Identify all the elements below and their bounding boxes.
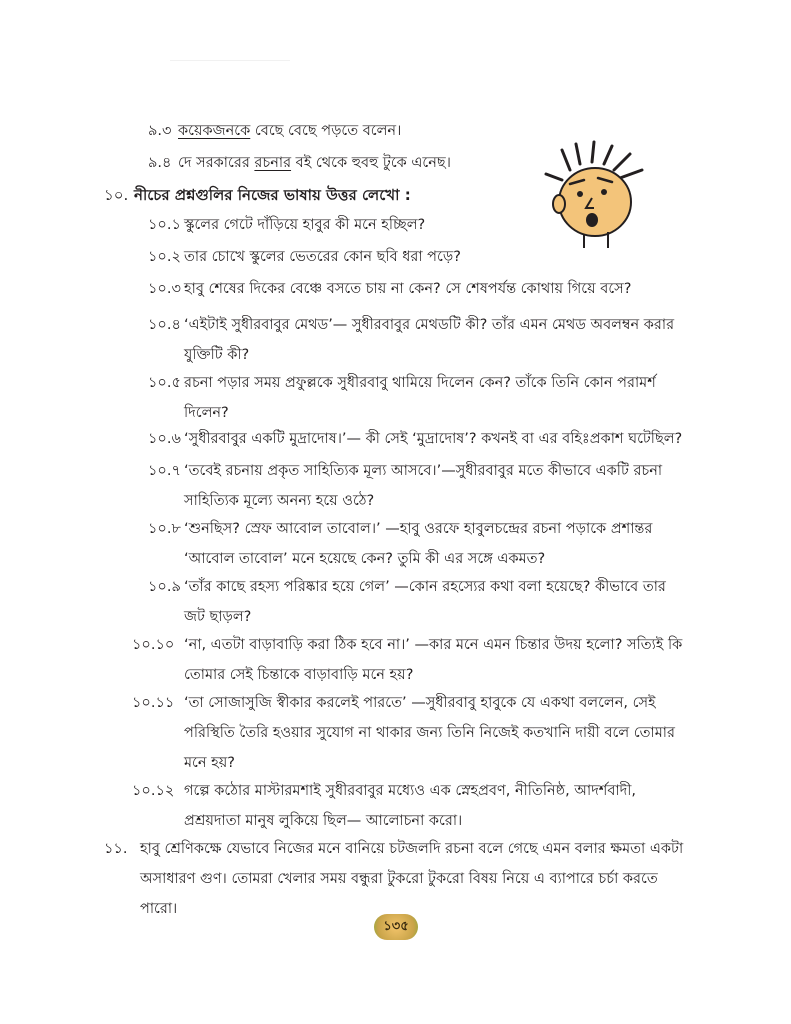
question-number: ১০.৫ — [148, 375, 181, 391]
question-10-4 — [148, 310, 688, 370]
question-number: ১০.১ — [148, 217, 181, 233]
question-number: ৯.৪ — [148, 155, 172, 171]
question-number: ১০.১০ — [132, 637, 175, 653]
question-number: ১০.১২ — [132, 783, 175, 799]
underlined-word: কয়েকজনকে — [178, 123, 251, 139]
question-text: গল্পে কঠোর মাস্টারমশাই সুধীরবাবুর মধ্যেও এক স্নেহপ্রবণ, নীতিনিষ্ঠ, আদর্শবাদী, প্রশ্রয়দাতা মানুষ লুকিয়ে ছিল— আলোচনা করো। — [184, 783, 637, 829]
question-10-9 — [148, 572, 688, 632]
page-number-badge: ১৩৫ — [374, 914, 418, 940]
underlined-word: রচনার — [254, 155, 292, 171]
question-10-7 — [148, 456, 688, 516]
question-text: ‘এইটাই সুধীরবাবুর মেথড’— সুধীরবাবুর মেথডটি কী? তাঁর এমন মেথড অবলম্বন করার যুক্তিটি কী? — [184, 317, 675, 363]
question-text: স্কুলের গেটে দাঁড়িয়ে হাবুর কী মনে হচ্ছিল? — [184, 217, 426, 233]
question-text: রচনা পড়ার সময় প্রফুল্লকে সুধীরবাবু থামিয়ে দিলেন কেন? তাঁকে তিনি কোন পরামর্শ দিলেন? — [184, 375, 656, 421]
question-10-6 — [148, 424, 688, 454]
faint-rule — [170, 60, 290, 61]
question-text: কয়েকজনকে বেছে বেছে পড়তে বলেন। — [178, 123, 402, 139]
question-text: ‘তা সোজাসুজি স্বীকার করলেই পারতে’ —সুধীরবাবু হাবুকে যে একথা বললেন, সেই পরিস্থিতি তৈরি হওয়ার সুযোগ না থাকার জন্য তিনি নিজেই কতখানি দায়ী বলে তোমার মনে হয়? — [184, 695, 675, 771]
question-number: ১১. — [104, 841, 128, 857]
question-number: ১০.৬ — [148, 431, 181, 447]
question-text: ‘শুনছিস? স্রেফ আবোল তাবোল।’ —হাবু ওরফে হাবুলচন্দ্রের রচনা পড়াকে প্রশান্তর ‘আবোল তাবোল’ মনে হয়েছে কেন? তুমি কী এর সঙ্গে একমত? — [184, 521, 653, 567]
question-10-2 — [148, 242, 668, 272]
question-10-3 — [148, 274, 688, 304]
question-text: ‘তাঁর কাছে রহস্য পরিষ্কার হয়ে গেল’ —কোন রহস্যের কথা বলা হয়েছে? কীভাবে তার জট ছাড়ল? — [184, 579, 666, 625]
question-number: ১০.৩ — [148, 281, 181, 297]
cartoon-boy-face-illustration — [540, 140, 652, 252]
question-number: ১০.৪ — [148, 317, 181, 333]
question-text: তার চোখে স্কুলের ভেতরের কোন ছবি ধরা পড়ে? — [184, 249, 461, 265]
question-11 — [104, 834, 692, 924]
question-text: ‘তবেই রচনায় প্রকৃত সাহিত্যিক মূল্য আসবে।’—সুধীরবাবুর মতে কীভাবে একটি রচনা সাহিত্যিক মূল্যে অনন্য হয়ে ওঠে? — [184, 463, 663, 509]
question-number: ১০.৮ — [148, 521, 181, 537]
question-text: ‘সুধীরবাবুর একটি মুদ্রাদোষ।’— কী সেই ‘মুদ্রাদোষ’? কখনই বা এর বহিঃপ্রকাশ ঘটেছিল? — [184, 431, 683, 447]
question-text: ‘না, এতটা বাড়াবাড়ি করা ঠিক হবে না।’ —কার মনে এমন চিন্তার উদয় হলো? সত্যিই কি তোমার সেই চিন্তাকে বাড়াবাড়ি মনে হয়? — [184, 637, 683, 683]
question-10-5 — [148, 368, 688, 428]
question-10-1 — [148, 210, 548, 240]
section-10-heading — [104, 180, 544, 210]
question-text: হাবু শেষের দিকের বেঞ্চে বসতে চায় না কেন? সে শেষপর্যন্ত কোথায় গিয়ে বসে? — [184, 281, 632, 297]
question-10-11 — [132, 688, 688, 778]
question-text: হাবু শ্রেণিকক্ষে যেভাবে নিজের মনে বানিয়ে চটজলদি রচনা বলে গেছে এমন বলার ক্ষমতা একটা অসাধারণ গুণ। তোমরা খেলার সময় বন্ধুরা টুকরো টুকরো বিষয় নিয়ে এ ব্যাপারে চর্চা করতে পারো। — [140, 841, 684, 917]
question-10-12 — [132, 776, 688, 836]
question-number: ১০.৯ — [148, 579, 181, 595]
question-10-10 — [132, 630, 688, 690]
section-number: ১০. — [104, 186, 129, 204]
question-10-8 — [148, 514, 688, 574]
question-number: ১০.২ — [148, 249, 181, 265]
question-number: ১০.৭ — [148, 463, 181, 479]
question-number: ৯.৩ — [148, 123, 172, 139]
question-text: দে সরকারের রচনার বই থেকে হুবহু টুকে এনেছ। — [178, 155, 451, 171]
question-number: ১০.১১ — [132, 695, 175, 711]
section-title: নীচের প্রশ্নগুলির নিজের ভাষায় উত্তর লেখো : — [134, 186, 411, 204]
